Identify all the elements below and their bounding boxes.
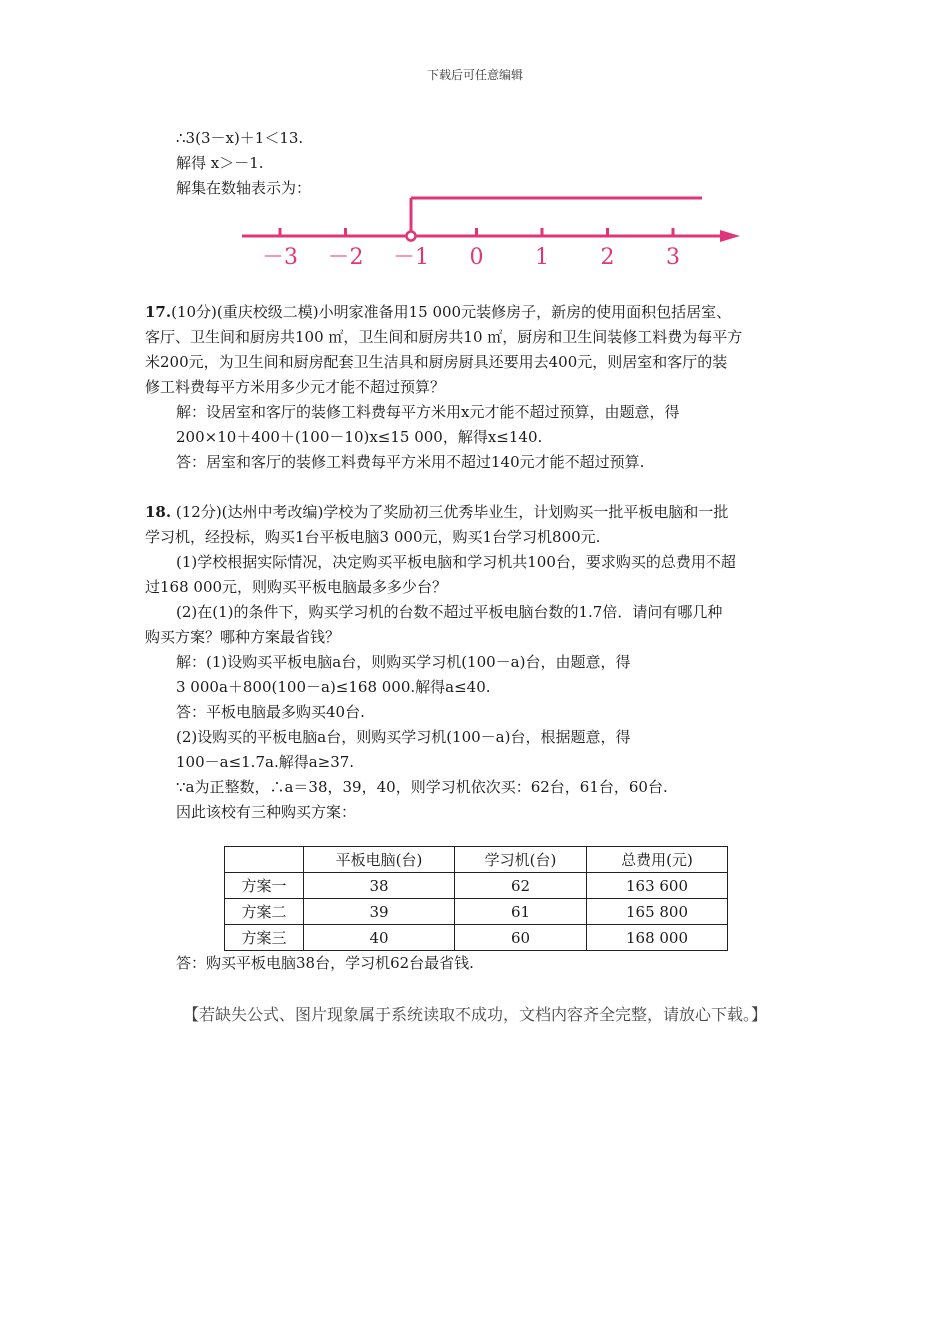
number-line-tick-label: －1 [393,245,429,270]
table-cell: 40 [304,925,455,951]
table-cell: 方案三 [225,925,304,951]
table-cell: 方案二 [225,899,304,925]
q18-line-1 [145,502,728,522]
number-line-arrow [720,230,740,242]
q17-text-4: 修工料费每平方米用多少元才能不超过预算？ [145,378,446,396]
table-header-cell [225,847,304,873]
q18-answer: 答：购买平板电脑38台，学习机62台最省钱. [176,954,474,972]
table-row [225,925,728,951]
q18-solution-1: 解：(1)设购买平板电脑a台，则购买学习机(100－a)台，由题意，得 [176,653,631,671]
q18-text-1: (12分)(达州中考改编)学校为了奖励初三优秀毕业生，计划购买一批平板电脑和一批 [175,503,729,521]
prev-solution-line-3: 解集在数轴表示为： [176,179,312,197]
q17-line-1 [145,302,731,322]
purchase-plans-table [224,846,728,951]
table-cell: 方案一 [225,873,304,899]
table-header-row [225,847,728,873]
q18-text-5: (2)在(1)的条件下，购买学习机的台数不超过平板电脑台数的1.7倍．请问有哪几种 [176,603,723,621]
table-cell: 165 800 [587,899,728,925]
q18-solution-7: 因此该校有三种购买方案： [176,803,357,821]
number-line-tick-label: 2 [600,245,615,270]
table-cell: 38 [304,873,455,899]
prev-solution-line-2: 解得 x＞－1. [176,154,264,172]
q17-number: 17. [145,303,172,321]
q18-text-4: 过168 000元，则购买平板电脑最多多少台？ [145,578,448,596]
q18-solution-2: 3 000a＋800(100－a)≤168 000.解得a≤40. [176,678,491,696]
open-point-marker [407,232,416,241]
table-cell: 61 [455,899,587,925]
q18-text-2: 学习机，经投标，购买1台平板电脑3 000元，购买1台学习机800元. [145,528,601,546]
number-line-tick-label: －3 [262,245,298,270]
table-cell: 60 [455,925,587,951]
q18-solution-5: 100－a≤1.7a.解得a≥37. [176,753,355,771]
q17-text-2: 客厅、卫生间和厨房共100 ㎡，卫生间和厨房共10 ㎡，厨房和卫生间装修工料费为每平方 [145,328,743,346]
prev-solution-line-1: ∴3(3－x)＋1＜13. [176,129,304,147]
number-line-tick-label: 1 [535,245,549,270]
table-row [225,899,728,925]
q17-solution-1: 解：设居室和客厅的装修工料费每平方米用x元才能不超过预算，由题意，得 [176,403,680,421]
page-header: 下载后可任意编辑 [426,68,523,82]
q18-solution-6: ∵a为正整数，∴a＝38，39，40，则学习机依次买：62台，61台，60台. [176,778,668,796]
table-cell: 168 000 [587,925,728,951]
number-line-tick-label: 0 [469,245,484,270]
q17-solution-3: 答：居室和客厅的装修工料费每平方米用不超过140元才能不超过预算. [176,453,645,471]
q17-text-1: (10分)(重庆校级二模)小明家准备用15 000元装修房子，新房的使用面积包括居室、 [171,303,732,321]
table-header-cell: 总费用(元) [587,847,728,873]
table-row [225,873,728,899]
q18-solution-4: (2)设购买的平板电脑a台，则购买学习机(100－a)台，根据题意，得 [176,728,631,746]
table-cell: 163 600 [587,873,728,899]
q18-text-6: 购买方案？哪种方案最省钱？ [145,628,341,646]
q17-text-3: 米200元，为卫生间和厨房配套卫生洁具和厨房厨具还要用去400元，则居室和客厅的装 [145,353,728,371]
q18-solution-3: 答：平板电脑最多购买40台. [176,703,365,721]
q17-solution-2: 200×10＋400＋(100－10)x≤15 000，解得x≤140. [176,428,543,446]
number-line-tick-label: －2 [327,245,364,270]
table-cell: 39 [304,899,455,925]
number-line-tick-label: 3 [666,245,680,270]
q18-number: 18. [145,503,172,521]
download-notice: 【若缺失公式、图片现象属于系统读取不成功，文档内容齐全完整，请放心下载。】 [182,1005,767,1024]
table-header-cell: 平板电脑(台) [304,847,455,873]
table-cell: 62 [455,873,587,899]
q18-text-3: (1)学校根据实际情况，决定购买平板电脑和学习机共100台，要求购买的总费用不超 [176,553,736,571]
table-header-cell: 学习机(台) [455,847,587,873]
number-line-diagram [235,190,755,270]
